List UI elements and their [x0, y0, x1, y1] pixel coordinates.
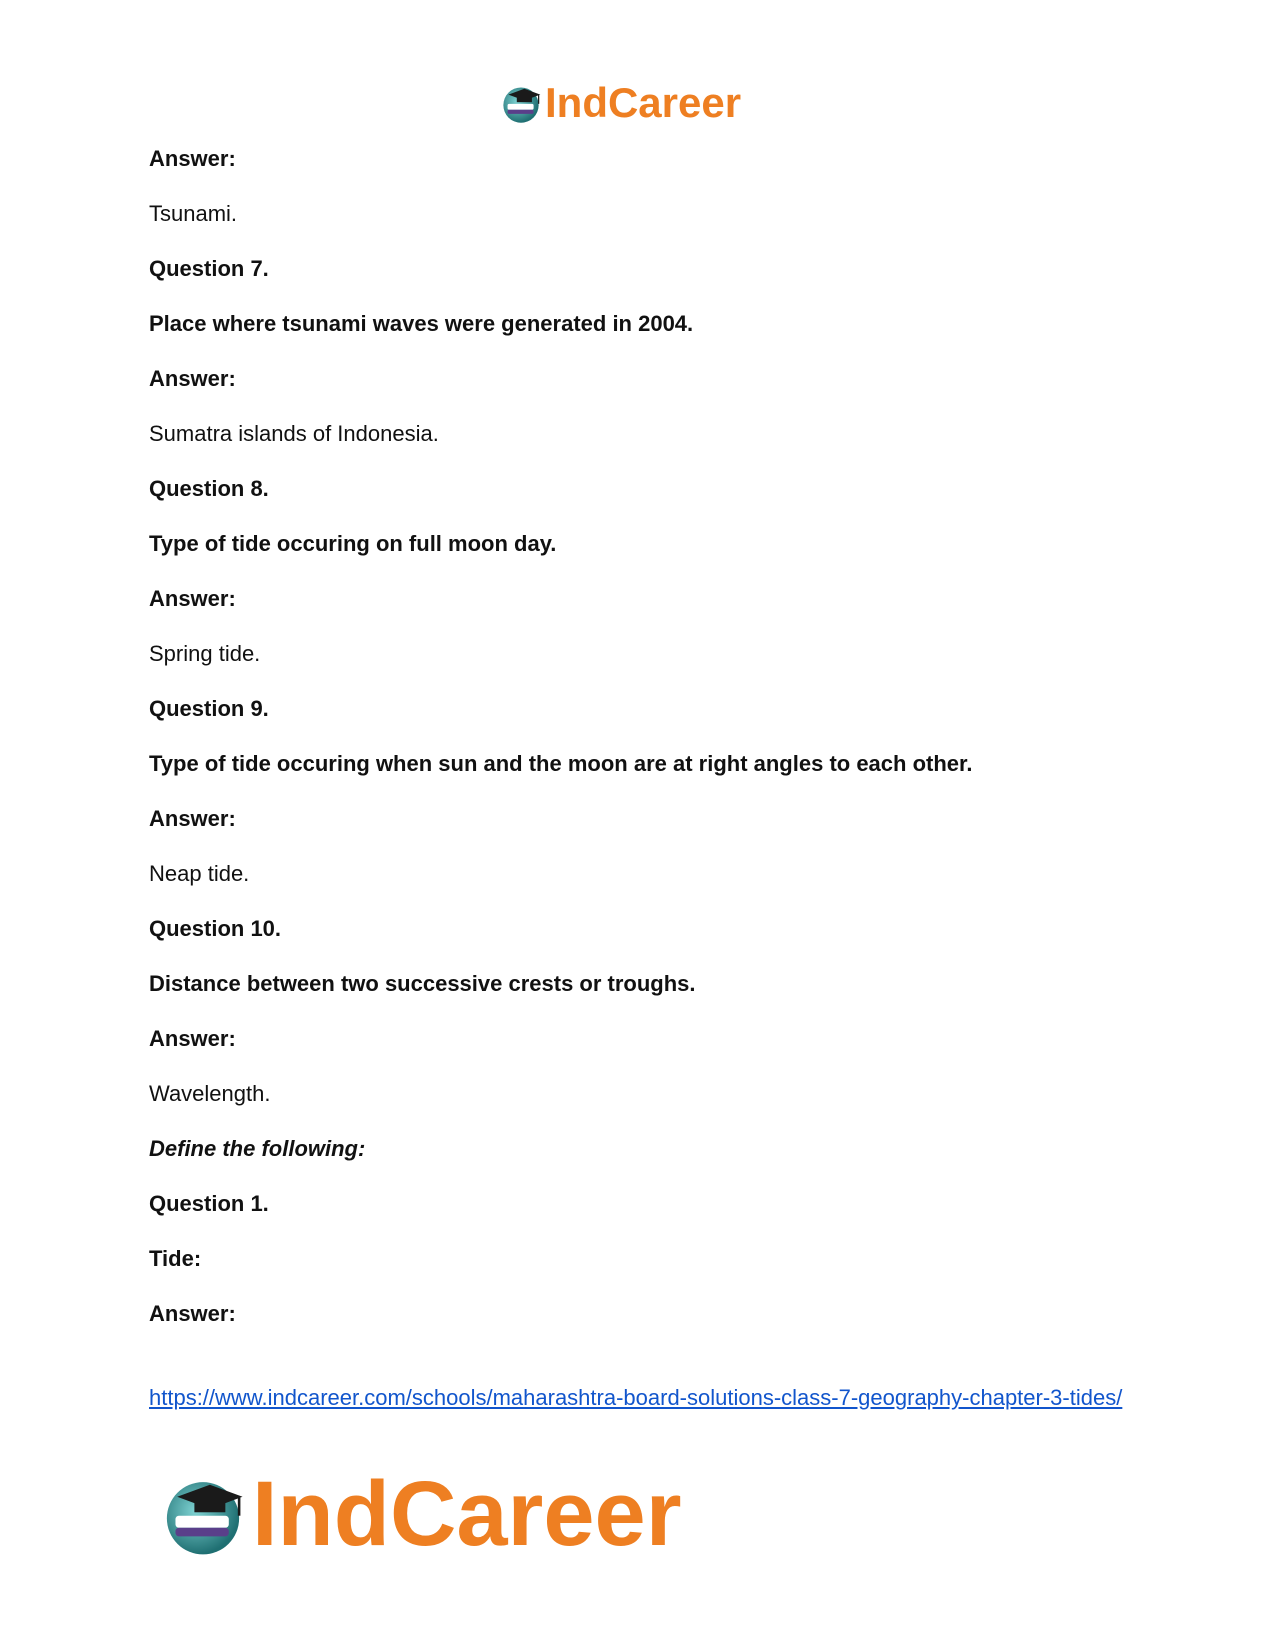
question-number: Question 1. — [149, 1191, 269, 1216]
question-text: Type of tide occuring on full moon day. — [149, 531, 557, 556]
answer-label: Answer: — [149, 1301, 236, 1326]
header-logo — [500, 80, 741, 126]
document-body — [149, 146, 1129, 1356]
question-number: Question 8. — [149, 476, 269, 501]
question-text: Type of tide occuring when sun and the moon are at right angles to each other. — [149, 751, 973, 776]
answer-text: Neap tide. — [149, 861, 250, 886]
answer-label: Answer: — [149, 146, 236, 171]
answer-label: Answer: — [149, 366, 236, 391]
graduation-globe-icon — [160, 1471, 246, 1557]
answer-label: Answer: — [149, 806, 236, 831]
question-number: Question 10. — [149, 916, 282, 941]
question-text: Tide: — [149, 1246, 202, 1271]
section-heading: Define the following: — [149, 1136, 366, 1161]
question-text: Distance between two successive crests or troughs. — [149, 971, 696, 996]
question-number: Question 7. — [149, 256, 269, 281]
graduation-globe-icon — [500, 82, 542, 124]
answer-label: Answer: — [149, 1026, 236, 1051]
answer-text: Spring tide. — [149, 641, 261, 666]
logo-text: IndCareer — [545, 79, 742, 126]
answer-text: Wavelength. — [149, 1081, 271, 1106]
answer-text: Tsunami. — [149, 201, 238, 226]
logo-text: IndCareer — [252, 1463, 682, 1565]
source-link[interactable]: https://www.indcareer.com/schools/maharashtra-board-solutions-class-7-geography-chapter-3-tides/ — [149, 1385, 1123, 1410]
footer-logo — [160, 1463, 682, 1565]
question-text: Place where tsunami waves were generated in 2004. — [149, 311, 694, 336]
answer-text: Sumatra islands of Indonesia. — [149, 421, 439, 446]
question-number: Question 9. — [149, 696, 269, 721]
answer-label: Answer: — [149, 586, 236, 611]
